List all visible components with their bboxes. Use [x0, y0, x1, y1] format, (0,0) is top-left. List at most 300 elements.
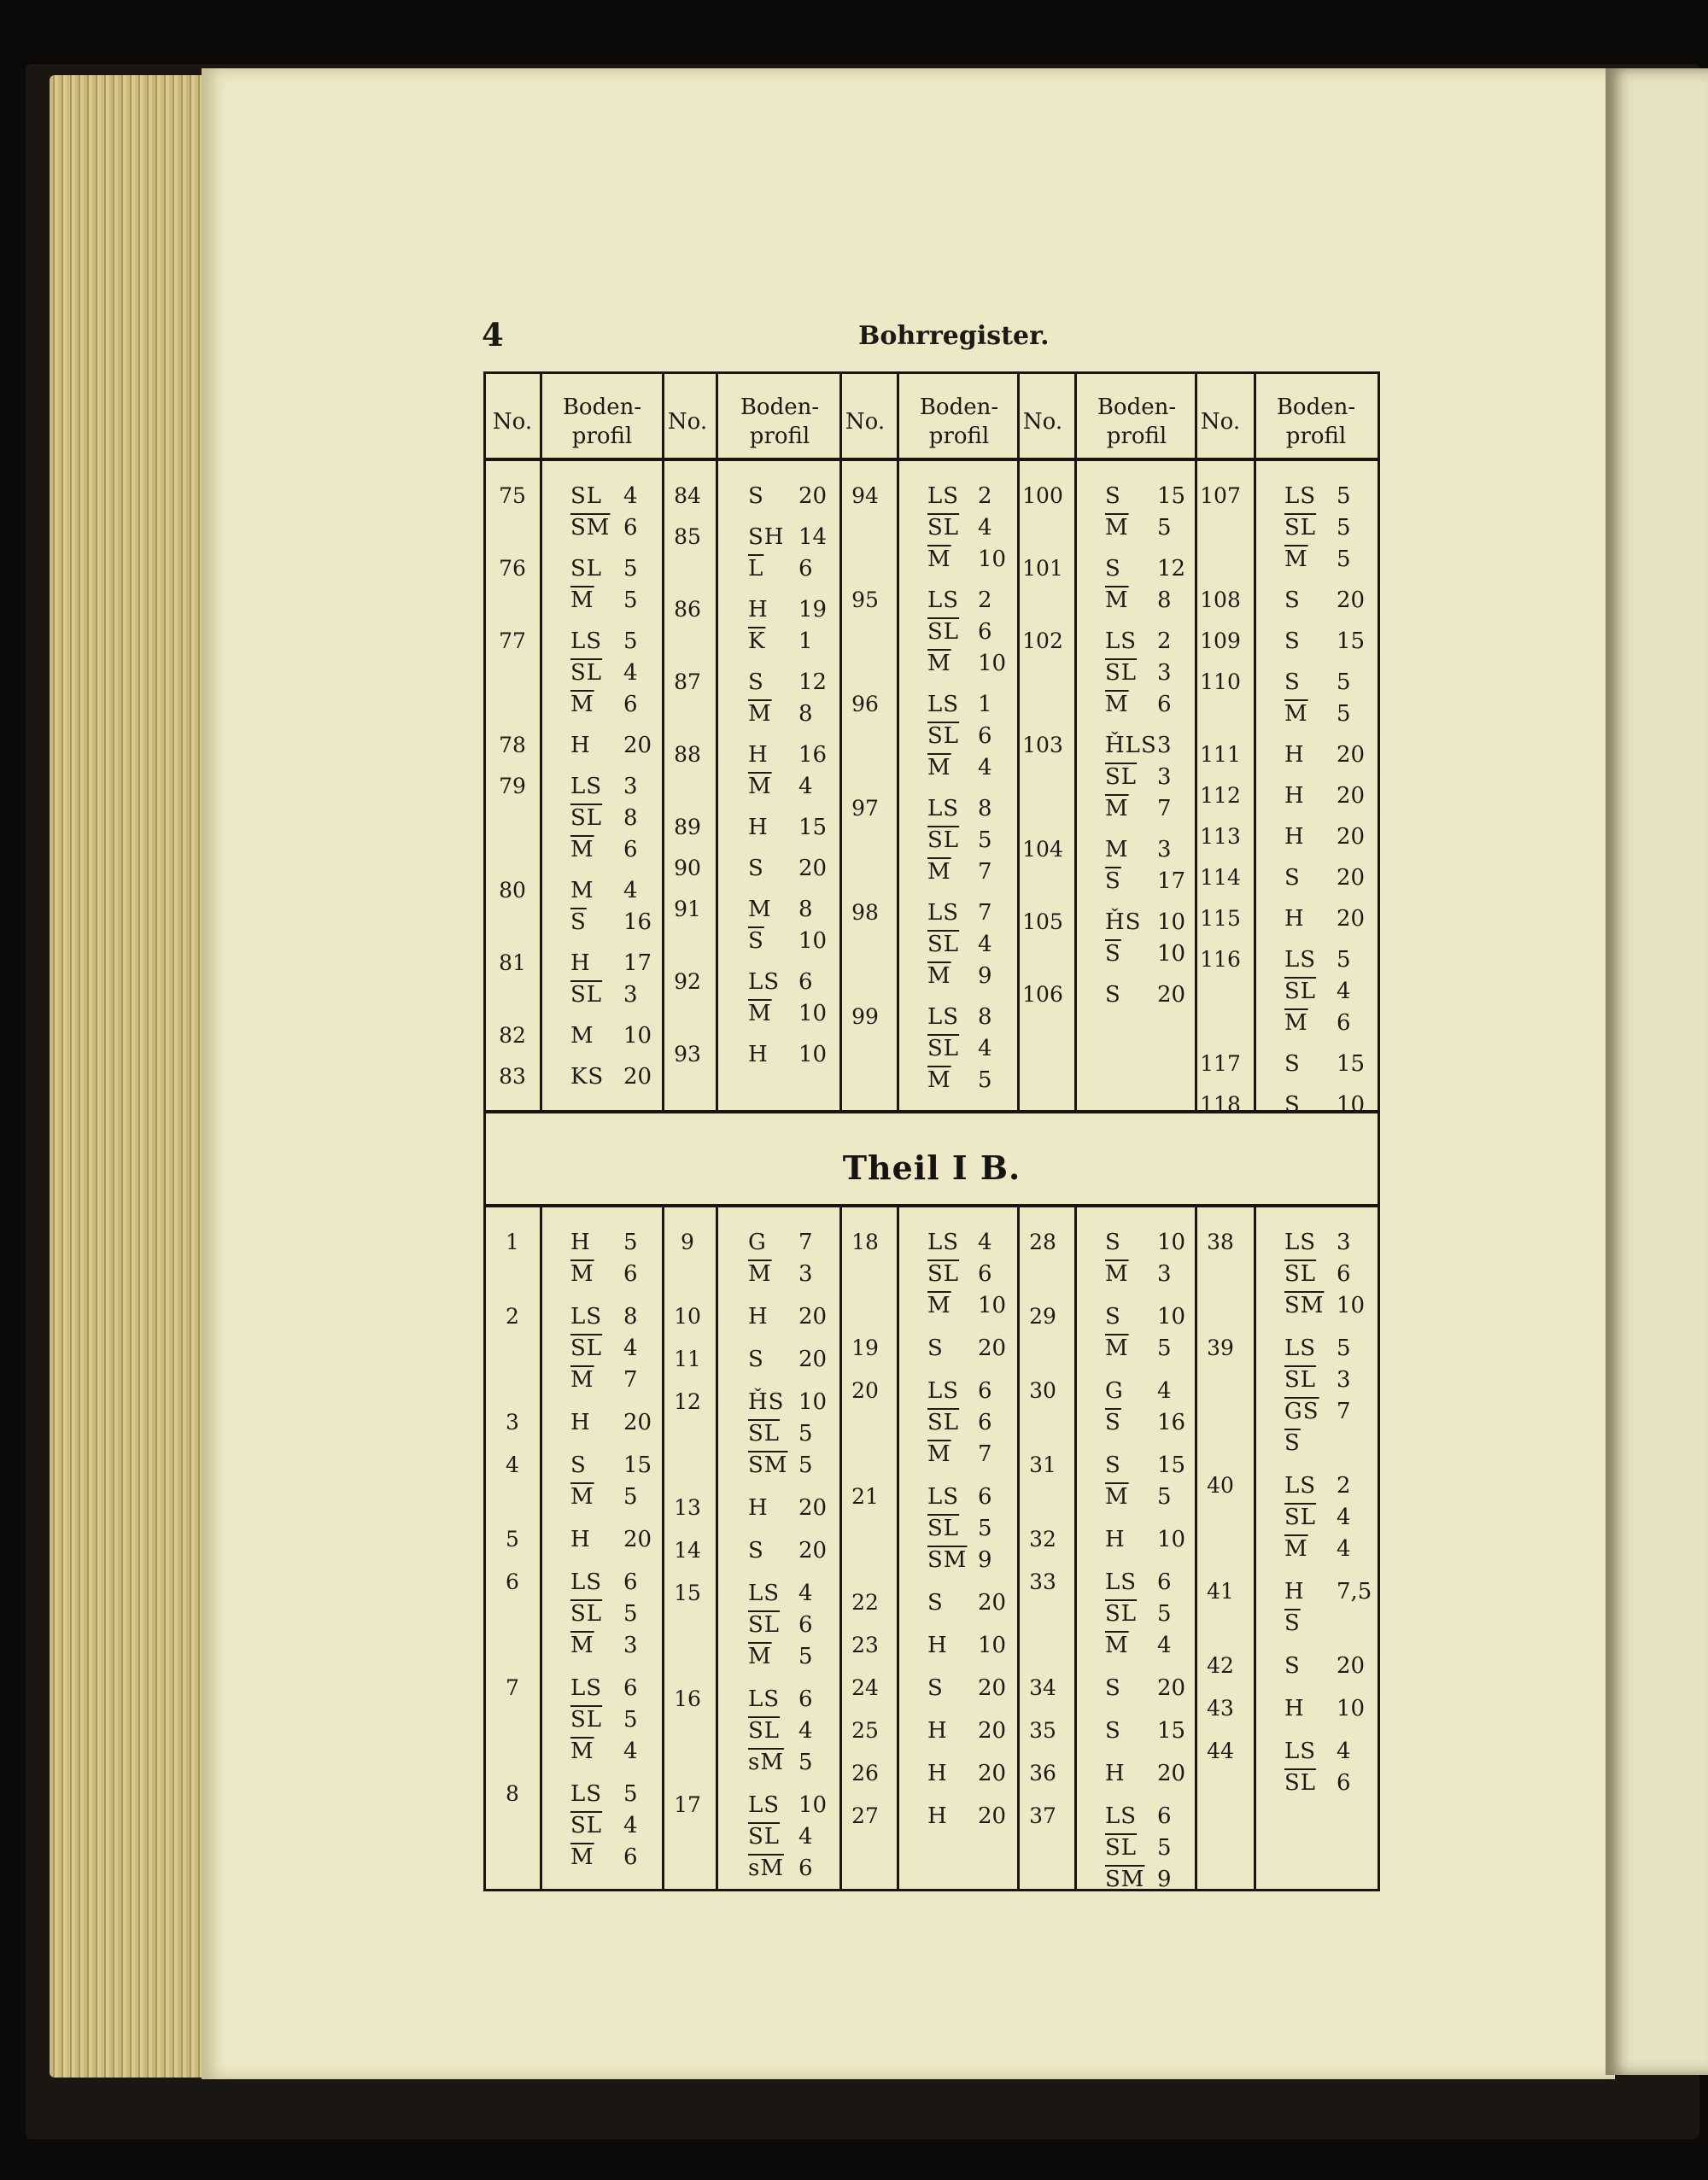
profile-code: S — [1284, 1092, 1301, 1118]
header-profile-1: Boden- — [1097, 395, 1177, 420]
profile-value: 20 — [1337, 1653, 1366, 1679]
header-profile-1: Boden- — [740, 395, 820, 420]
profile-code: $\overline{M}$ — [927, 1067, 951, 1093]
profile-value: 20 — [978, 1718, 1007, 1744]
profile-value: 6 — [1157, 1569, 1172, 1595]
profile-code: H — [748, 1042, 769, 1067]
profile-code: $\overline{M}$ — [927, 651, 951, 676]
profile-value: 3 — [623, 1633, 638, 1658]
profile-value: 4 — [978, 1230, 992, 1255]
profile-code: $\overline{SL}$ — [1284, 1261, 1317, 1287]
profile-code: LS — [1105, 1569, 1138, 1595]
profile-value: 10 — [1337, 1293, 1366, 1318]
profile-value: 2 — [978, 587, 992, 613]
profile-value: 4 — [978, 755, 992, 780]
entry-number: 34 — [1029, 1675, 1056, 1700]
entry-number: 81 — [499, 950, 526, 975]
profile-value: 20 — [798, 856, 828, 881]
header-profile-2: profil — [571, 424, 633, 449]
profile-code: LS — [570, 1781, 603, 1807]
profile-value: 20 — [623, 733, 652, 758]
entry-number: 26 — [851, 1761, 879, 1785]
profile-code: LS — [748, 1581, 781, 1606]
profile-code: LS — [1284, 1230, 1317, 1255]
profile-value: 5 — [978, 1516, 992, 1541]
profile-code: $\overline{L}$ — [748, 556, 764, 582]
profile-code: $\overline{M}$ — [570, 1739, 594, 1764]
profile-value: 20 — [798, 1347, 828, 1372]
profile-code: $\overline{M}$ — [927, 755, 951, 780]
profile-code: $\overline{M}$ — [1284, 701, 1308, 727]
entry-number: 102 — [1022, 628, 1063, 653]
entry-number: 28 — [1029, 1230, 1056, 1254]
profile-code: $\overline{M}$ — [748, 1261, 772, 1287]
entry-number: 35 — [1029, 1718, 1056, 1743]
profile-value: 10 — [978, 1633, 1007, 1658]
header-profile-2: profil — [749, 424, 810, 449]
profile-code: H — [927, 1761, 948, 1786]
profile-value: 6 — [978, 1484, 992, 1510]
profile-code: $\overline{SL}$ — [748, 1612, 781, 1638]
entry-number: 20 — [851, 1378, 879, 1403]
profile-value: 6 — [1337, 1770, 1351, 1796]
column-rule-bottom — [839, 1206, 842, 1890]
profile-value: 20 — [1337, 587, 1366, 613]
profile-code: S — [927, 1335, 944, 1361]
entry-number: 83 — [499, 1064, 526, 1089]
profile-code: $\overline{SM}$ — [570, 515, 611, 541]
profile-code: S — [748, 669, 764, 695]
column-rule-top — [540, 373, 542, 1110]
header-profile-1: Boden- — [562, 395, 642, 420]
profile-value: 4 — [798, 1824, 813, 1850]
header-profile-2: profil — [1285, 424, 1347, 449]
profile-value: 9 — [978, 1547, 992, 1573]
header-no: No. — [667, 409, 708, 435]
profile-code: $\overline{SL}$ — [927, 723, 960, 749]
entry-number: 91 — [674, 897, 701, 921]
profile-code: S — [1284, 865, 1301, 891]
entry-number: 104 — [1022, 837, 1063, 862]
profile-value: 15 — [1157, 483, 1186, 509]
profile-value: 10 — [1157, 1230, 1186, 1255]
profile-code: S — [1284, 669, 1301, 695]
entry-number: 87 — [674, 669, 701, 694]
profile-code: $\overline{M}$ — [570, 1261, 594, 1287]
profile-code: $\overline{M}$ — [1105, 796, 1129, 821]
profile-code: LS — [748, 969, 781, 995]
header-no: No. — [1022, 409, 1063, 435]
profile-value: 3 — [1157, 837, 1172, 862]
profile-value: 20 — [1337, 824, 1366, 850]
column-rule-bottom — [1074, 1206, 1077, 1890]
profile-value: 15 — [1157, 1452, 1186, 1478]
profile-code: LS — [1284, 1473, 1317, 1499]
profile-value: 5 — [1337, 546, 1351, 572]
profile-code: $\overline{SL}$ — [570, 1813, 603, 1838]
profile-value: 2 — [1157, 628, 1172, 654]
entry-number: 117 — [1200, 1051, 1241, 1076]
entry-number: 17 — [674, 1792, 701, 1817]
entry-number: 90 — [674, 856, 701, 880]
profile-value: 5 — [1157, 1335, 1172, 1361]
entry-number: 77 — [499, 628, 526, 653]
profile-value: 10 — [978, 1293, 1007, 1318]
profile-value: 4 — [978, 932, 992, 957]
profile-value: 4 — [1337, 1739, 1351, 1764]
profile-value: 6 — [623, 692, 638, 717]
entry-number: 40 — [1207, 1473, 1234, 1498]
profile-code: S — [748, 1538, 764, 1563]
entry-number: 29 — [1029, 1304, 1056, 1329]
profile-value: 4 — [1337, 1505, 1351, 1530]
profile-value: 7,5 — [1337, 1579, 1372, 1604]
profile-value: 1 — [978, 692, 992, 717]
profile-value: 6 — [1337, 1261, 1351, 1287]
entry-number: 8 — [506, 1781, 519, 1806]
entry-number: 98 — [851, 900, 879, 925]
profile-code: $\overline{M}$ — [1284, 1536, 1308, 1562]
profile-code: SL — [570, 556, 603, 582]
profile-code: $\overline{M}$ — [570, 587, 594, 613]
section-title: Theil I B. — [842, 1148, 1021, 1187]
profile-code: G — [1105, 1378, 1124, 1404]
entry-number: 108 — [1200, 587, 1241, 612]
profile-code: H — [1284, 906, 1305, 932]
profile-value: 5 — [798, 1421, 813, 1447]
profile-code: $\overline{K}$ — [748, 628, 766, 654]
profile-value: 5 — [623, 628, 638, 654]
profile-value: 20 — [1157, 1675, 1186, 1701]
profile-code: S — [1105, 1452, 1121, 1478]
profile-value: 6 — [798, 556, 813, 582]
profile-value: 4 — [623, 483, 638, 509]
profile-value: 16 — [1157, 1410, 1186, 1435]
profile-code: H — [748, 1304, 769, 1330]
profile-value: 10 — [798, 1042, 828, 1067]
profile-value: 9 — [1157, 1867, 1172, 1892]
header-profile-1: Boden- — [919, 395, 999, 420]
profile-code: $\overline{SL}$ — [927, 1410, 960, 1435]
profile-value: 8 — [1157, 587, 1172, 613]
profile-code: H — [748, 742, 769, 768]
profile-value: 20 — [1337, 742, 1366, 768]
entry-number: 13 — [674, 1495, 701, 1520]
profile-value: 20 — [798, 1304, 828, 1330]
profile-code: $\overline{M}$ — [748, 1001, 772, 1026]
profile-value: 4 — [1337, 979, 1351, 1004]
profile-code: H — [570, 950, 591, 976]
profile-code: LS — [1284, 947, 1317, 973]
profile-value: 8 — [623, 1304, 638, 1330]
profile-value: 3 — [1157, 660, 1172, 686]
profile-value: 16 — [798, 742, 828, 768]
profile-code: $\overline{M}$ — [927, 1293, 951, 1318]
entry-number: 97 — [851, 796, 879, 821]
profile-value: 5 — [1337, 1335, 1351, 1361]
profile-value: 6 — [623, 1569, 638, 1595]
entry-number: 22 — [851, 1590, 879, 1615]
profile-value: 4 — [1157, 1633, 1172, 1658]
profile-value: 20 — [1157, 1761, 1186, 1786]
profile-code: LS — [570, 774, 603, 799]
profile-code: LS — [927, 587, 960, 613]
profile-code: LS — [1284, 483, 1317, 509]
entry-number: 21 — [851, 1484, 879, 1509]
profile-code: LS — [570, 1569, 603, 1595]
profile-value: 8 — [798, 897, 813, 922]
profile-value: 6 — [798, 969, 813, 995]
profile-value: 15 — [1337, 628, 1366, 654]
entry-number: 79 — [499, 774, 526, 798]
profile-value: 12 — [1157, 556, 1186, 582]
profile-value: 6 — [1157, 692, 1172, 717]
profile-code: S — [927, 1590, 944, 1616]
profile-code: S — [748, 856, 764, 881]
profile-code: S — [1105, 1230, 1121, 1255]
profile-code: $\overline{SL}$ — [927, 515, 960, 541]
profile-value: 4 — [1157, 1378, 1172, 1404]
entry-number: 105 — [1022, 909, 1063, 934]
profile-value: 8 — [623, 805, 638, 831]
profile-code: $\overline{M}$ — [927, 963, 951, 989]
profile-code: LS — [927, 1484, 960, 1510]
profile-value: 7 — [978, 1441, 992, 1467]
entry-number: 111 — [1200, 742, 1241, 767]
profile-code: $\overline{S}$ — [1105, 868, 1121, 894]
profile-value: 12 — [798, 669, 828, 695]
profile-value: 6 — [798, 1856, 813, 1881]
profile-code: $\overline{M}$ — [570, 837, 594, 862]
profile-code: H — [1284, 742, 1305, 768]
entry-number: 3 — [506, 1410, 519, 1435]
profile-code: S — [748, 1347, 764, 1372]
profile-value: 3 — [1157, 1261, 1172, 1287]
profile-value: 2 — [1337, 1473, 1351, 1499]
profile-code: LS — [927, 900, 960, 926]
profile-code: $\overline{SL}$ — [1284, 979, 1317, 1004]
profile-value: 8 — [798, 701, 813, 727]
profile-code: H — [570, 1527, 591, 1552]
profile-value: 5 — [1157, 1601, 1172, 1627]
profile-value: 10 — [623, 1023, 652, 1049]
profile-value: 7 — [1337, 1399, 1351, 1424]
profile-code: $\overline{M}$ — [748, 1644, 772, 1669]
profile-code: $\overline{sM}$ — [748, 1750, 784, 1775]
profile-code: H — [748, 597, 769, 622]
entry-number: 92 — [674, 969, 701, 994]
entry-number: 118 — [1200, 1092, 1241, 1117]
profile-code: S — [1105, 982, 1121, 1008]
entry-number: 84 — [674, 483, 701, 508]
profile-code: $\overline{M}$ — [1105, 1633, 1129, 1658]
profile-code: ȞS — [1105, 909, 1142, 935]
profile-code: LS — [1284, 1335, 1317, 1361]
header-rule — [483, 458, 1380, 461]
entry-number: 9 — [681, 1230, 694, 1254]
profile-code: S — [927, 1675, 944, 1701]
profile-value: 3 — [1157, 733, 1172, 758]
profile-value: 10 — [1157, 1304, 1186, 1330]
entry-number: 23 — [851, 1633, 879, 1657]
profile-value: 10 — [1157, 909, 1186, 935]
entry-number: 107 — [1200, 483, 1241, 508]
profile-code: $\overline{S}$ — [570, 909, 587, 935]
profile-value: 5 — [1157, 515, 1172, 541]
profile-code: $\overline{SL}$ — [1284, 1505, 1317, 1530]
entry-number: 41 — [1207, 1579, 1234, 1604]
profile-value: 10 — [1157, 1527, 1186, 1552]
profile-code: H — [1284, 824, 1305, 850]
header-no: No. — [1200, 409, 1241, 435]
profile-value: 10 — [798, 1389, 828, 1415]
column-rule-top — [716, 373, 718, 1110]
profile-value: 6 — [798, 1686, 813, 1712]
profile-value: 4 — [623, 1335, 638, 1361]
profile-code: ȞLS — [1105, 733, 1157, 758]
profile-value: 5 — [623, 1707, 638, 1733]
profile-value: 5 — [623, 1781, 638, 1807]
profile-value: 10 — [798, 1792, 828, 1818]
profile-code: $\overline{SL}$ — [570, 982, 603, 1008]
entry-number: 96 — [851, 692, 879, 716]
profile-value: 7 — [623, 1367, 638, 1393]
profile-code: $\overline{M}$ — [570, 1844, 594, 1870]
profile-code: $\overline{SL}$ — [927, 619, 960, 645]
profile-code: $\overline{SM}$ — [927, 1547, 968, 1573]
profile-value: 8 — [978, 1004, 992, 1030]
profile-value: 15 — [1337, 1051, 1366, 1077]
entry-number: 86 — [674, 597, 701, 622]
entry-number: 14 — [674, 1538, 701, 1563]
profile-value: 17 — [623, 950, 652, 976]
profile-code: LS — [570, 1675, 603, 1701]
profile-code: $\overline{SL}$ — [1105, 1835, 1138, 1861]
profile-code: $\overline{SL}$ — [748, 1421, 781, 1447]
profile-code: S — [1284, 1051, 1301, 1077]
profile-value: 2 — [978, 483, 992, 509]
profile-code: H — [748, 815, 769, 840]
entry-number: 106 — [1022, 982, 1063, 1007]
entry-number: 112 — [1200, 783, 1241, 808]
entry-number: 4 — [506, 1452, 519, 1477]
profile-value: 20 — [978, 1761, 1007, 1786]
profile-code: LS — [927, 1230, 960, 1255]
profile-value: 4 — [623, 1739, 638, 1764]
entry-number: 11 — [674, 1347, 701, 1371]
profile-code: H — [570, 1230, 591, 1255]
profile-value: 20 — [623, 1527, 652, 1552]
profile-code: H — [570, 1410, 591, 1435]
entry-number: 88 — [674, 742, 701, 767]
profile-value: 20 — [623, 1064, 652, 1090]
profile-code: $\overline{M}$ — [570, 1484, 594, 1510]
entry-number: 76 — [499, 556, 526, 581]
header-profile-2: profil — [1106, 424, 1167, 449]
profile-code: LS — [927, 483, 960, 509]
profile-value: 20 — [798, 1538, 828, 1563]
profile-code: H — [927, 1633, 948, 1658]
profile-code: S — [1284, 587, 1301, 613]
profile-value: 5 — [798, 1452, 813, 1478]
profile-code: $\overline{SL}$ — [927, 1036, 960, 1061]
profile-value: 5 — [623, 1601, 638, 1627]
profile-value: 16 — [623, 909, 652, 935]
entry-number: 10 — [674, 1304, 701, 1329]
profile-code: $\overline{SM}$ — [748, 1452, 788, 1478]
profile-value: 5 — [978, 1067, 992, 1093]
profile-code: $\overline{S}$ — [1105, 941, 1121, 967]
profile-value: 8 — [978, 796, 992, 821]
profile-code: $\overline{SL}$ — [748, 1718, 781, 1744]
profile-code: $\overline{SL}$ — [570, 660, 603, 686]
profile-value: 6 — [623, 837, 638, 862]
profile-value: 14 — [798, 524, 828, 550]
profile-value: 3 — [1157, 764, 1172, 790]
profile-code: S — [1105, 1304, 1121, 1330]
profile-code: S — [1105, 556, 1121, 582]
profile-value: 1 — [798, 628, 813, 654]
profile-value: 6 — [623, 1261, 638, 1287]
profile-value: 5 — [1337, 669, 1351, 695]
profile-code: LS — [748, 1792, 781, 1818]
profile-value: 20 — [978, 1335, 1007, 1361]
profile-value: 5 — [1157, 1484, 1172, 1510]
profile-code: $\overline{SL}$ — [748, 1824, 781, 1850]
entry-number: 115 — [1200, 906, 1241, 931]
profile-code: G — [748, 1230, 767, 1255]
profile-value: 20 — [978, 1590, 1007, 1616]
profile-value: 19 — [798, 597, 828, 622]
page-edges — [50, 75, 208, 2078]
entry-number: 100 — [1022, 483, 1063, 508]
profile-value: 4 — [1337, 1536, 1351, 1562]
profile-code: $\overline{SL}$ — [570, 805, 603, 831]
entry-number: 32 — [1029, 1527, 1056, 1552]
profile-code: LS — [1284, 1739, 1317, 1764]
profile-value: 3 — [623, 774, 638, 799]
entry-number: 89 — [674, 815, 701, 839]
entry-number: 95 — [851, 587, 879, 612]
profile-code: LS — [927, 1378, 960, 1404]
profile-value: 20 — [1337, 906, 1366, 932]
entry-number: 24 — [851, 1675, 879, 1700]
profile-value: 6 — [978, 1410, 992, 1435]
profile-code: $\overline{M}$ — [927, 1441, 951, 1467]
profile-code: H — [570, 733, 591, 758]
entry-number: 82 — [499, 1023, 526, 1048]
entry-number: 113 — [1200, 824, 1241, 849]
profile-code: $\overline{SL}$ — [570, 1707, 603, 1733]
profile-value: 3 — [798, 1261, 813, 1287]
profile-value: 6 — [623, 515, 638, 541]
profile-code: LS — [748, 1686, 781, 1712]
profile-code: S — [748, 483, 764, 509]
profile-code: $\overline{sM}$ — [748, 1856, 784, 1881]
entry-number: 6 — [506, 1569, 519, 1594]
profile-code: $\overline{SL}$ — [1284, 515, 1317, 541]
profile-value: 6 — [1157, 1803, 1172, 1829]
profile-code: $\overline{SL}$ — [1284, 1367, 1317, 1393]
profile-value: 20 — [1157, 982, 1186, 1008]
profile-code: $\overline{M}$ — [1284, 1010, 1308, 1036]
profile-value: 5 — [798, 1750, 813, 1775]
profile-code: $\overline{S}$ — [1284, 1610, 1301, 1636]
profile-code: LS — [1105, 628, 1138, 654]
header-profile-1: Boden- — [1276, 395, 1356, 420]
entry-number: 85 — [674, 524, 701, 549]
profile-value: 10 — [1157, 941, 1186, 967]
